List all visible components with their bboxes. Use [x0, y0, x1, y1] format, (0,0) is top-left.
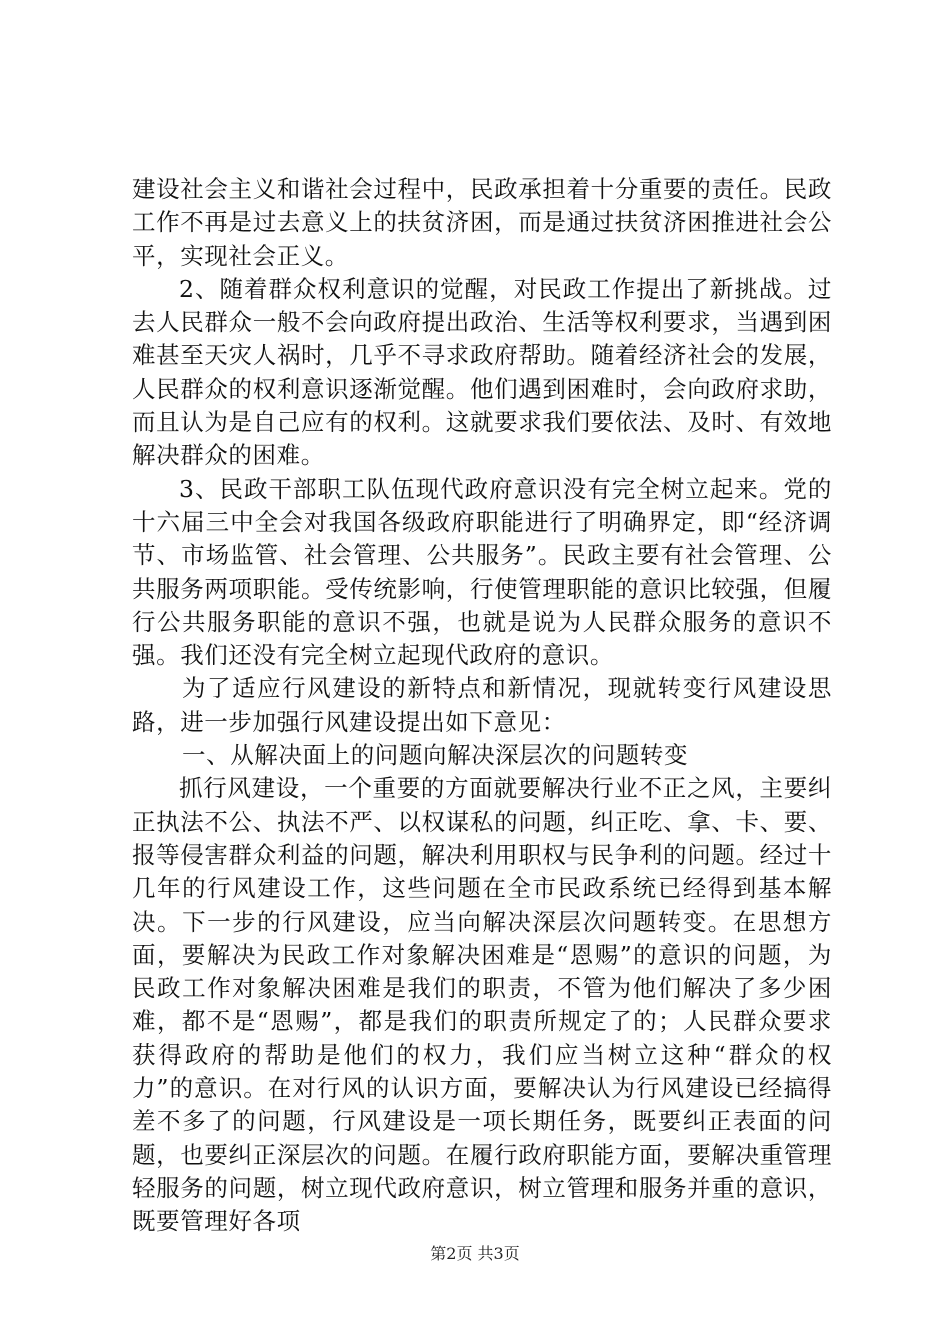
section-heading-1: 一、从解决面上的问题向解决深层次的问题转变 [182, 741, 689, 770]
document-body [132, 173, 832, 1239]
paragraph-point-3: 3、民政干部职工队伍现代政府意识没有完全树立起来。党的十六届三中全会对我国各级政府职能进行了明确界定，即“经济调节、市场监管、社会管理、公共服务”。民政主要有社会管理、公共服务两项职能。受传统影响，行使管理职能的意识比较强，但履行公共服务职能的意识不强，也就是说为人民群众服务的意识不强。我们还没有完全树立起现代政府的意识。 [132, 474, 832, 670]
paragraph-continuation: 建设社会主义和谐社会过程中，民政承担着十分重要的责任。民政工作不再是过去意义上的扶贫济困，而是通过扶贫济困推进社会公平，实现社会正义。 [132, 175, 832, 270]
paragraph-point-2: 2、随着群众权利意识的觉醒，对民政工作提出了新挑战。过去人民群众一般不会向政府提出政治、生活等权利要求，当遇到困难甚至天灾人祸时，几乎不寻求政府帮助。随着经济社会的发展，人民群众的权利意识逐渐觉醒。他们遇到困难时，会向政府求助，而且认为是自己应有的权利。这就要求我们要依法、及时、有效地解决群众的困难。 [132, 274, 832, 470]
page-footer: 第2页 共3页 [430, 1244, 520, 1263]
paragraph-intro-opinions: 为了适应行风建设的新特点和新情况，现就转变行风建设思路，进一步加强行风建设提出如下意见： [132, 674, 832, 736]
paragraph-section-1-body: 抓行风建设，一个重要的方面就要解决行业不正之风，主要纠正执法不公、执法不严、以权谋私的问题，纠正吃、拿、卡、要、报等侵害群众利益的问题，解决利用职权与民争利的问题。经过十几年的行风建设工作，这些问题在全市民政系统已经得到基本解决。下一步的行风建设，应当向解决深层次问题转变。在思想方面，要解决为民政工作对象解决困难是“恩赐”的意识的问题，为民政工作对象解决困难是我们的职责，不管为他们解决了多少困难，都不是“恩赐”，都是我们的职责所规定了的；人民群众要求获得政府的帮助是他们的权力，我们应当树立这种“群众的权力”的意识。在对行风的认识方面，要解决认为行风建设已经搞得差不多了的问题，行风建设是一项长期任务，既要纠正表面的问题，也要纠正深层次的问题。在履行政府职能方面，要解决重管理轻服务的问题，树立现代政府意识，树立管理和服务并重的意识，既要管理好各项 [132, 774, 832, 1236]
